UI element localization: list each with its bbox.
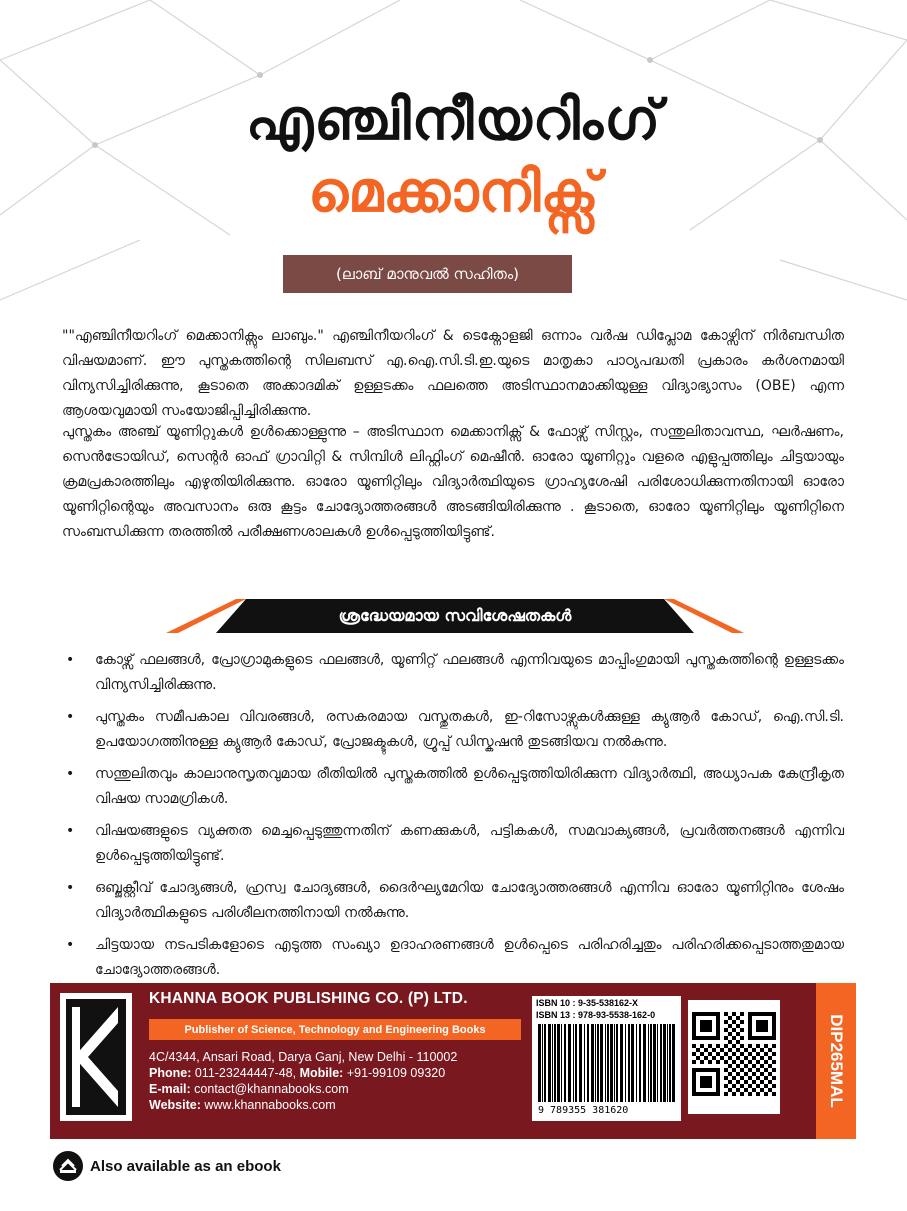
feature-item [62,705,844,755]
isbn-barcode-block [532,996,681,1121]
ebook-text: Also available as an ebook [90,1157,281,1175]
book-code: DIP265MAL [827,1014,846,1108]
intro-paragraph-1: ""എഞ്ചിനീയറിംഗ് മെക്കാനിക്സും ലാബും." എഞ്ചിനീയറിംഗ് & ടെക്നോളജി ഒന്നാം വർഷ ഡിപ്ലോമ കോഴ്സിന് നിർബന്ധിത വിഷയമാണ്. ഈ പുസ്തകത്തിന്റെ സിലബസ് എ.ഐ.സി.ടി.ഇ.യുടെ മാതൃകാ പാഠ്യപദ്ധതി പ്രകാരം കർശനമായി വിന്യസിച്ചിരിക്കുന്നു, കൂടാതെ അക്കാദമിക് ഉള്ളടക്കം ഫലത്തെ അടിസ്ഥാനമാക്കിയുള്ള വിദ്യാഭ്യാസം (OBE) എന്ന ആശയവുമായി സംയോജിപ്പിച്ചിരിക്കുന്നു. [62,328,844,419]
mobile-number: +91-99109 09320 [346,1066,446,1080]
feature-text: ഒബ്ജക്റ്റീവ് ചോദ്യങ്ങൾ, ഹ്രസ്വ ചോദ്യങ്ങൾ, ദൈർഘ്യമേറിയ ചോദ്യോത്തരങ്ങൾ എന്നിവ ഓരോ യൂണിറ്റിനും ശേഷം വിദ്യാർത്ഥികളുടെ പരിശീലനത്തിനായി നൽകുന്നു. [95,880,844,921]
feature-text: പുസ്തകം സമീപകാല വിവരങ്ങൾ, രസകരമായ വസ്തുതകൾ, ഇ-റിസോഴ്സുകൾക്കുള്ള ക്യുആർ കോഡ്, ഐ.സി.ടി. ഉപയോഗത്തിനുള്ള ക്യുആർ കോഡ്, പ്രോജക്ടുകൾ, ഗ്രൂപ്പ് ഡിസ്കഷൻ തുടങ്ങിയവ നൽകുന്നു. [95,709,844,750]
phone-number: 011-23244447-48, [194,1066,297,1080]
feature-item [62,819,844,869]
features-heading: ശ്രദ്ധേയമായ സവിശേഷതകൾ [338,606,572,625]
intro-paragraph-2: പുസ്തകം അഞ്ച് യൂണിറ്റുകൾ ഉൾക്കൊള്ളുന്നു – അടിസ്ഥാന മെക്കാനിക്സ് & ഫോഴ്സ് സിസ്റ്റം, സന്തുലിതാവസ്ഥ, ഘർഷണം, സെൻട്രോയിഡ്, സെന്റർ ഓഫ് ഗ്രാവിറ്റി & സിമ്പിൾ ലിഫ്റ്റിംഗ് മെഷീൻ. ഓരോ യൂണിറ്റും വളരെ എളുപ്പത്തിലും ചിട്ടയായും ക്രമപ്രകാരത്തിലും എഴുതിയിരിക്കുന്നു. ഓരോ യൂണിറ്റിലും വിദ്യാർത്ഥിയുടെ ഗ്രാഹ്യശേഷി പരിശോധിക്കുന്നതിനായി ഓരോ യൂണിറ്റിന്റെയും അവസാനം ഒരു കൂട്ടം ചോദ്യോത്തരങ്ങൾ അടങ്ങിയിരിക്കുന്നു . കൂടാതെ, ഓരോ യൂണിറ്റിലും യൂണിറ്റിനെ സംബന്ധിക്കുന്ന തരത്തിൽ പരീക്ഷണശാലകൾ ഉൾപ്പെടുത്തിയിട്ടുണ്ട്. [62,424,844,540]
bullet-marker: • [66,880,75,896]
publisher-website-line [149,1097,336,1113]
bullet-marker: • [66,766,75,782]
email-address: contact@khannabooks.com [194,1082,349,1096]
bullet-marker: • [66,937,75,953]
subtitle-text: (ലാബ് മാനുവൽ സഹിതം) [335,265,520,283]
ebook-notice [52,1150,281,1182]
bullet-marker: • [66,709,75,725]
feature-item [62,933,844,983]
feature-item [62,876,844,926]
publisher-name: KHANNA BOOK PUBLISHING CO. (P) LTD. [149,990,468,1007]
feature-text: വിഷയങ്ങളുടെ വ്യക്തത മെച്ചപ്പെടുത്തുന്നതിന് കണക്കുകൾ, പട്ടികകൾ, സമവാക്യങ്ങൾ, പ്രവർത്തനങ്ങൾ എന്നിവ ഉൾപ്പെടുത്തിയിട്ടുണ്ട്. [95,823,844,864]
barcode-icon [536,1024,677,1104]
publisher-phone-line [149,1065,445,1081]
qr-code-block [688,1000,780,1114]
publisher-tagline: Publisher of Science, Technology and Engineering Books [149,1019,521,1040]
barcode-number: 9 789355 381620 [538,1105,629,1116]
ebook-icon [52,1150,84,1182]
bullet-marker: • [66,652,75,668]
features-list [62,648,844,990]
email-label: E-mail: [149,1082,191,1096]
isbn-10: ISBN 10 : 9-35-538162-X [536,998,639,1008]
publisher-logo-icon [60,993,132,1121]
feature-item [62,648,844,698]
book-title-line2: മെക്കാനിക്സ് [308,160,599,225]
feature-item [62,762,844,812]
bullet-marker: • [66,823,75,839]
feature-text: കോഴ്സ് ഫലങ്ങൾ, പ്രോഗ്രാമുകളുടെ ഫലങ്ങൾ, യൂണിറ്റ് ഫലങ്ങൾ എന്നിവയുടെ മാപ്പിംഗുമായി പുസ്തകത്തിന്റെ ഉള്ളടക്കം വിന്യസിച്ചിരിക്കുന്നു. [95,652,844,693]
phone-label: Phone: [149,1066,192,1080]
publisher-email-line [149,1081,349,1097]
mobile-label: Mobile: [299,1066,344,1080]
feature-text: ചിട്ടയായ നടപടികളോടെ എടുത്ത സംഖ്യാ ഉദാഹരണങ്ങൾ ഉൾപ്പെടെ പരിഹരിച്ചതും പരിഹരിക്കപ്പെടാത്തതുമായ ചോദ്യോത്തരങ്ങൾ. [95,937,844,978]
book-title-line1: എഞ്ചിനീയറിംഗ് [245,88,662,153]
feature-text: സന്തുലിതവും കാലാനുസൃതവുമായ രീതിയിൽ പുസ്തകത്തിൽ ഉൾപ്പെടുത്തിയിരിക്കുന്ന വിദ്യാർത്ഥി, അധ്യാപക കേന്ദ്രീകൃത വിഷയ സാമഗ്രികൾ. [95,766,844,807]
website-url: www.khannabooks.com [204,1098,336,1112]
subtitle-badge [283,255,572,293]
website-label: Website: [149,1098,201,1112]
isbn-13: ISBN 13 : 978-93-5538-162-0 [536,1010,656,1020]
publisher-address: 4C/4344, Ansari Road, Darya Ganj, New Delhi - 110002 [149,1050,458,1064]
qr-code-icon [688,1000,780,1114]
